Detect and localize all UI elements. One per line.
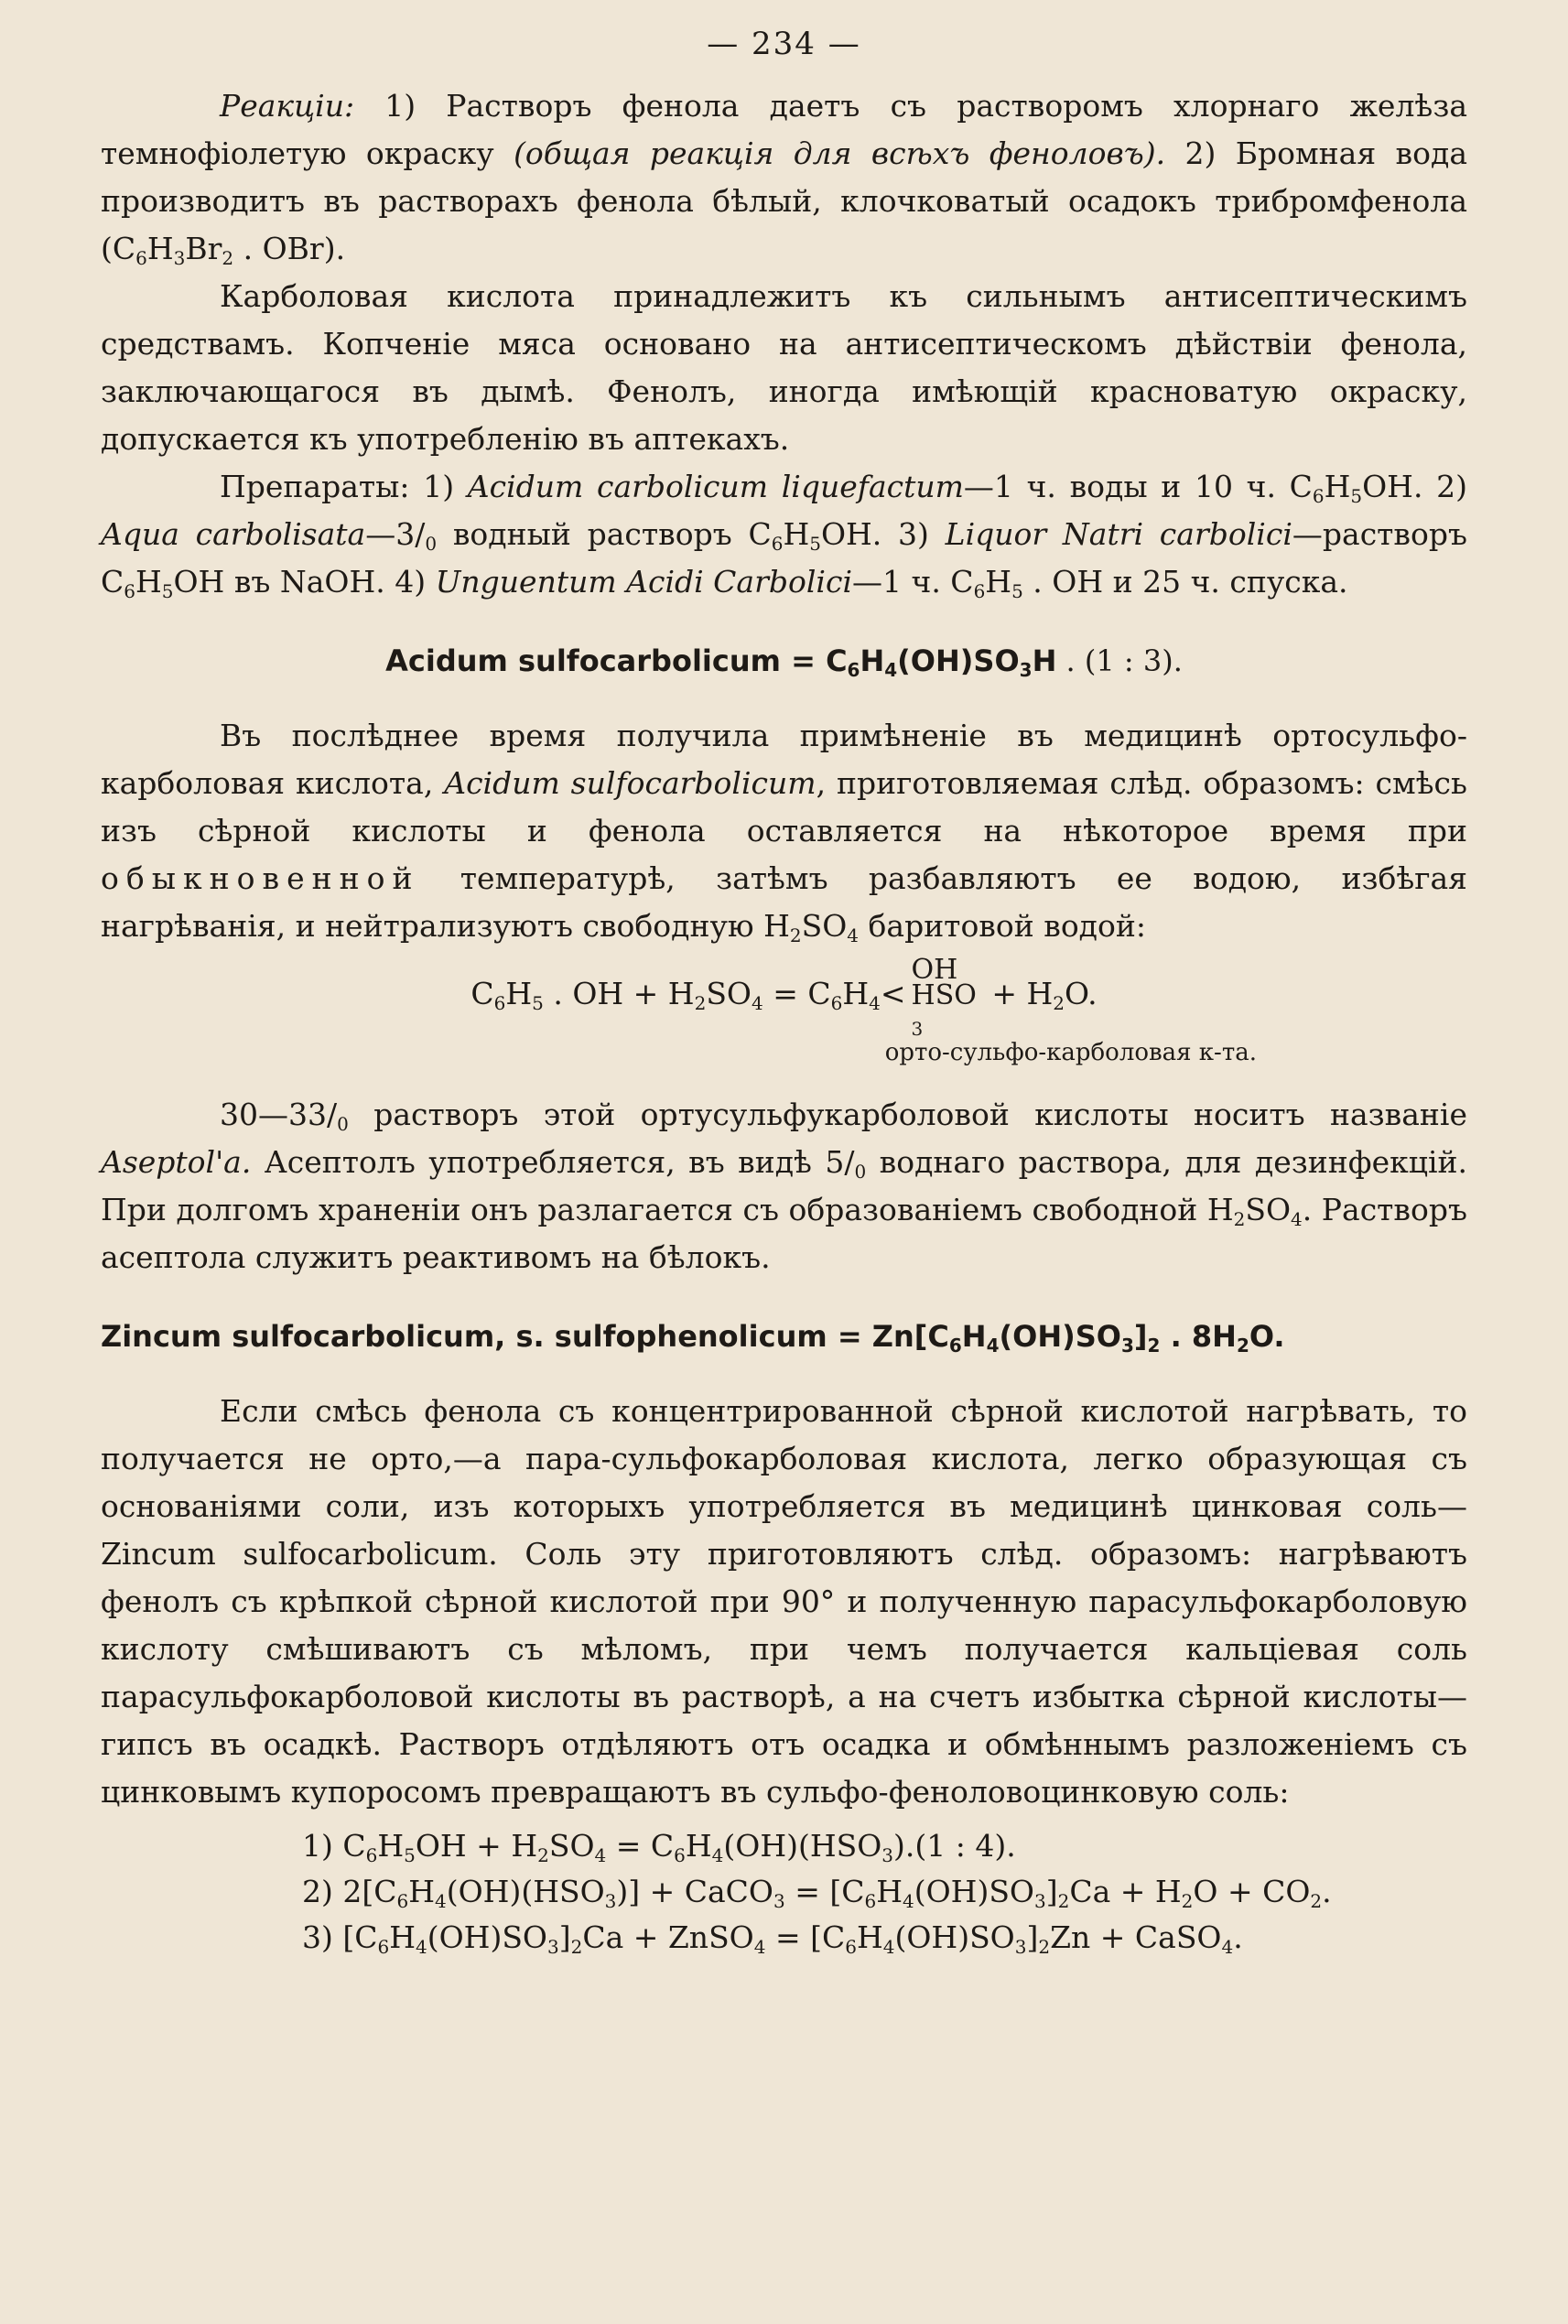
subscript: 4 [847, 924, 860, 946]
subscript: 6 [847, 659, 860, 681]
subscript: 4 [903, 1890, 914, 1912]
text-run: , приготовляемая слѣд. образомъ: смѣсь изъ сѣрной кислоты и фенола оставляется на нѣкоторое время при [101, 765, 1467, 849]
text-run: ] [1133, 1319, 1148, 1354]
text-run: SO [801, 908, 848, 944]
subscript: 6 [493, 992, 506, 1014]
subscript: 4 [884, 659, 898, 681]
text-run: SO [548, 1828, 595, 1864]
subscript: 6 [674, 1844, 686, 1866]
text-run: (OH)SO [999, 1319, 1121, 1354]
paragraph-ortho-sulfocarbolic [101, 712, 1467, 950]
paragraph-aseptol [101, 1091, 1467, 1281]
subscript: 5 [1011, 580, 1023, 602]
text-run: ] [558, 1919, 571, 1955]
paragraph-carbolic-acid: Карболовая кислота принадлежитъ къ сильнымъ антисептическимъ средствамъ. Копченіе мяса основано на антисептическомъ дѣйствіи фенола, заключающагося въ дымѣ. Фенолъ, иногда имѣющій красноватую окраску, допускается къ употребленію въ аптекахъ. [101, 278, 1467, 457]
subscript: 6 [135, 247, 147, 269]
subscript: 5 [404, 1844, 416, 1866]
text-run: (OH)SO [897, 643, 1020, 678]
subscript: 2 [537, 1844, 549, 1866]
subscript: 5 [161, 580, 174, 602]
text-run: H [961, 1319, 987, 1354]
text-run: температурѣ, затѣмъ разбавляютъ ее водою, избѣгая нагрѣванія, и нейтрализуютъ свободную H [101, 860, 1467, 944]
text-run: (OH)SO [894, 1919, 1015, 1955]
text-run: . OH + H [543, 976, 695, 1011]
page-number: — 234 — [707, 26, 861, 62]
text-run: . OBr). [233, 231, 346, 266]
text-run: Acidum sulfocarbolicum = C [385, 643, 848, 678]
subscript: 2 [570, 1936, 583, 1958]
text-run: ).(1 : 4). [893, 1828, 1016, 1864]
text-run: 1) C [302, 1828, 366, 1864]
text-run: 2) 2[C [302, 1874, 397, 1909]
subscript: 2 [1053, 992, 1065, 1014]
text-run: OH. 2) [1362, 469, 1467, 504]
text-run: / [326, 1097, 338, 1132]
reaction-2 [302, 1869, 1467, 1915]
text-run: баритовой водой: [859, 908, 1146, 944]
italic-run: Unguentum Acidi Carbolici [435, 564, 853, 600]
reaction-1 [302, 1823, 1467, 1869]
text-run: . 8H [1160, 1319, 1237, 1354]
subscript: 4 [753, 1936, 766, 1958]
text-run: O + CO [1193, 1874, 1311, 1909]
italic-run: Acidum sulfocarbolicum [444, 765, 816, 801]
paragraph-zinc-salt: Если смѣсь фенола съ концентрированной сѣрной кислотой нагрѣвать, то получается не орто,—а пара-сульфокарболовая кислота, легко образующая съ основаніями соли, изъ которыхъ употребляется въ медицинѣ цинковая соль—Zincum sulfocarbolicum. Соль эту приготовляютъ слѣд. образомъ: нагрѣваютъ фенолъ съ крѣпкой сѣрной кислотой при 90° и полученную парасульфокарболовую кислоту смѣшиваютъ съ мѣломъ, при чемъ получается кальціевая соль парасульфокарболовой кислоты въ растворѣ, а на счетъ избытка сѣрной кислоты—гипсъ въ осадкѣ. Растворъ отдѣляютъ отъ осадка и обмѣннымъ разложеніемъ съ цинковымъ купоросомъ превращаютъ въ сульфо-феноловоцинковую соль: [101, 1393, 1467, 1810]
subscript: 2 [1147, 1335, 1161, 1357]
subscript: 2 [1057, 1890, 1070, 1912]
subscript: 6 [973, 580, 986, 602]
text-run: = C [762, 976, 831, 1011]
text-run: Асептолъ употребляется, въ видѣ 5 [251, 1144, 845, 1180]
subscript: 5 [1350, 485, 1363, 507]
text-run: —3 [365, 516, 416, 552]
text-run: O. [1249, 1319, 1285, 1354]
subscript: 2 [1236, 1335, 1249, 1357]
equation-substituents [911, 954, 977, 1040]
italic-run: Acidum carbolicum liquefactum [467, 469, 964, 504]
text-run: H [876, 1874, 903, 1909]
text-run: —1 ч. C [852, 564, 974, 600]
subscript: 0 [337, 1113, 349, 1135]
text-run: водный растворъ C [437, 516, 772, 552]
subscript: 6 [771, 533, 784, 555]
text-run: Br [185, 231, 222, 266]
subscript: 6 [830, 992, 843, 1014]
subscript: 6 [124, 580, 135, 602]
text-run: Zincum sulfocarbolicum, s. sulfophenolicum = Zn[C [101, 1319, 949, 1354]
subscript: 2 [1233, 1208, 1246, 1230]
text-run: Ca + ZnSO [582, 1919, 754, 1955]
subscript: 3 [1014, 1936, 1027, 1958]
subscript: 4 [986, 1335, 1000, 1357]
subscript: 6 [396, 1890, 409, 1912]
subscript: 4 [869, 992, 881, 1014]
text-run: OH. 3) [820, 516, 946, 552]
subscript: 4 [1221, 1936, 1234, 1958]
paragraph-reactions [101, 82, 1467, 273]
text-run: —1 ч. воды и 10 ч. C [963, 469, 1313, 504]
heading-acidum-sulfocarbolicum [101, 637, 1467, 685]
text-run: воднаго раствора, для дезинфекцій. При долгомъ храненіи онъ разлагается съ образованіемъ свободной H [101, 1144, 1467, 1227]
text-run: . Растворъ асептола служитъ реактивомъ на бѣлокъ. [101, 1192, 1467, 1275]
italic-run: Aseptol'a. [101, 1144, 252, 1180]
subscript: 2 [1310, 1890, 1323, 1912]
text-run: H [389, 1919, 416, 1955]
text-run: 1) Растворъ фенола даетъ съ растворомъ хлорнаго желѣза темнофіолетую окраску [101, 88, 1467, 171]
text-run: . [1233, 1919, 1243, 1955]
text-run: H [1324, 469, 1351, 504]
text-run: Zn + CaSO [1050, 1919, 1222, 1955]
text-run: . (1 : 3). [1056, 643, 1183, 678]
subscript: 3 [173, 247, 186, 269]
text-run: H [685, 1828, 712, 1864]
text-run: H [842, 976, 870, 1011]
subscript: 0 [854, 1161, 867, 1183]
text-run: OH въ NaOH. 4) [173, 564, 436, 600]
text-run: H [783, 516, 810, 552]
text-run: = [C [784, 1874, 865, 1909]
text-run: = C [606, 1828, 675, 1864]
text-run: H [135, 564, 162, 600]
italic-run: Liquor Natri carbolici [945, 516, 1292, 552]
reaction-list [302, 1823, 1467, 1961]
subscript: 6 [845, 1936, 857, 1958]
subscript: 2 [694, 992, 707, 1014]
text-run: Въ послѣднее время получила примѣненіе въ медицинѣ ортосульфо-карболовая кислота, [101, 718, 1467, 801]
text-run: H [985, 564, 1012, 600]
subscript: 2 [1181, 1890, 1194, 1912]
subscript: 3 [773, 1890, 785, 1912]
subscript: 6 [1312, 485, 1325, 507]
heading-zincum-sulfocarbolicum [101, 1313, 1467, 1360]
text-run: H [505, 976, 533, 1011]
reaction-3 [302, 1915, 1467, 1961]
text-run: H [1032, 643, 1057, 678]
subscript: 3 [604, 1890, 617, 1912]
subscript: 3 [1033, 1890, 1046, 1912]
spaced-run: обыкновенной [101, 860, 420, 896]
text-run: (OH)(HSO [446, 1874, 605, 1909]
text-run: . [1322, 1874, 1332, 1909]
subscript: 5 [809, 533, 821, 555]
text-run: 2) Бромная вода производитъ въ растворахъ фенола бѣлый, клочковатый осадокъ трибромфенола (C [101, 135, 1467, 266]
subscript: 6 [948, 1335, 962, 1357]
text-run: C [470, 976, 494, 1011]
italic-run: (общая реакція для всѣхъ фенoловъ). [514, 135, 1166, 171]
subscript: 4 [435, 1890, 447, 1912]
text-run: HSO [911, 979, 977, 1011]
paragraph-preparations [101, 463, 1467, 606]
subscript: 2 [222, 247, 234, 269]
italic-run: Aqua carbolisata [101, 516, 366, 552]
subscript: 3 [546, 1936, 559, 1958]
text-run: H [377, 1828, 405, 1864]
subscript: 3 [1120, 1335, 1134, 1357]
text-run: SO [706, 976, 752, 1011]
text-run: )] + CaCO [616, 1874, 773, 1909]
equation-caption: орто-сульфо-карболовая к-та. [884, 1039, 1257, 1066]
text-run: Препараты: 1) [220, 469, 468, 504]
substituent-bottom [911, 979, 977, 1040]
text-run: H [860, 643, 885, 678]
text-run: H [408, 1874, 435, 1909]
text-run: (OH)(HSO [723, 1828, 882, 1864]
text-run: Ca + H [1069, 1874, 1182, 1909]
subscript: 4 [1291, 1208, 1303, 1230]
text-run: + H [981, 976, 1054, 1011]
subscript: 4 [594, 1844, 607, 1866]
subscript: 3 [881, 1844, 894, 1866]
text-run: (OH)SO [914, 1874, 1034, 1909]
subscript: 5 [532, 992, 544, 1014]
text-run: ] [1045, 1874, 1058, 1909]
subscript: 4 [752, 992, 763, 1014]
text-run: 3) [C [302, 1919, 378, 1955]
subscript: 4 [711, 1844, 724, 1866]
text-run: . OH и 25 ч. спуска. [1022, 564, 1348, 600]
text-run: растворъ этой ортусульфукарболовой кислоты носитъ названіе [348, 1097, 1467, 1132]
reactions-label: Реакціи: [220, 88, 355, 124]
subscript: 6 [377, 1936, 390, 1958]
text-run: ] [1026, 1919, 1039, 1955]
subscript: 4 [882, 1936, 895, 1958]
subscript: 6 [365, 1844, 378, 1866]
text-run: —растворъ C [101, 516, 1467, 600]
text-run: < [880, 976, 906, 1011]
text-run: 30—33 [220, 1097, 327, 1132]
text-run: H [146, 231, 174, 266]
equation-ortho-sulfo [101, 954, 1467, 1040]
text-run: OH + H [415, 1828, 538, 1864]
subscript: 2 [789, 924, 802, 946]
text-run: / [844, 1144, 855, 1180]
subscript: 4 [416, 1936, 427, 1958]
subscript: 0 [425, 533, 438, 555]
text-run: (OH)SO [427, 1919, 547, 1955]
text-run: = [C [765, 1919, 846, 1955]
subscript: 3 [1019, 659, 1033, 681]
subscript: 2 [1038, 1936, 1051, 1958]
text-run: H [856, 1919, 883, 1955]
text-run: / [415, 516, 426, 552]
subscript: 6 [864, 1890, 877, 1912]
text-run: O. [1065, 976, 1098, 1011]
substituent-top: OH [911, 954, 958, 986]
text-run: SO [1245, 1192, 1292, 1227]
subscript: 3 [911, 1018, 924, 1040]
